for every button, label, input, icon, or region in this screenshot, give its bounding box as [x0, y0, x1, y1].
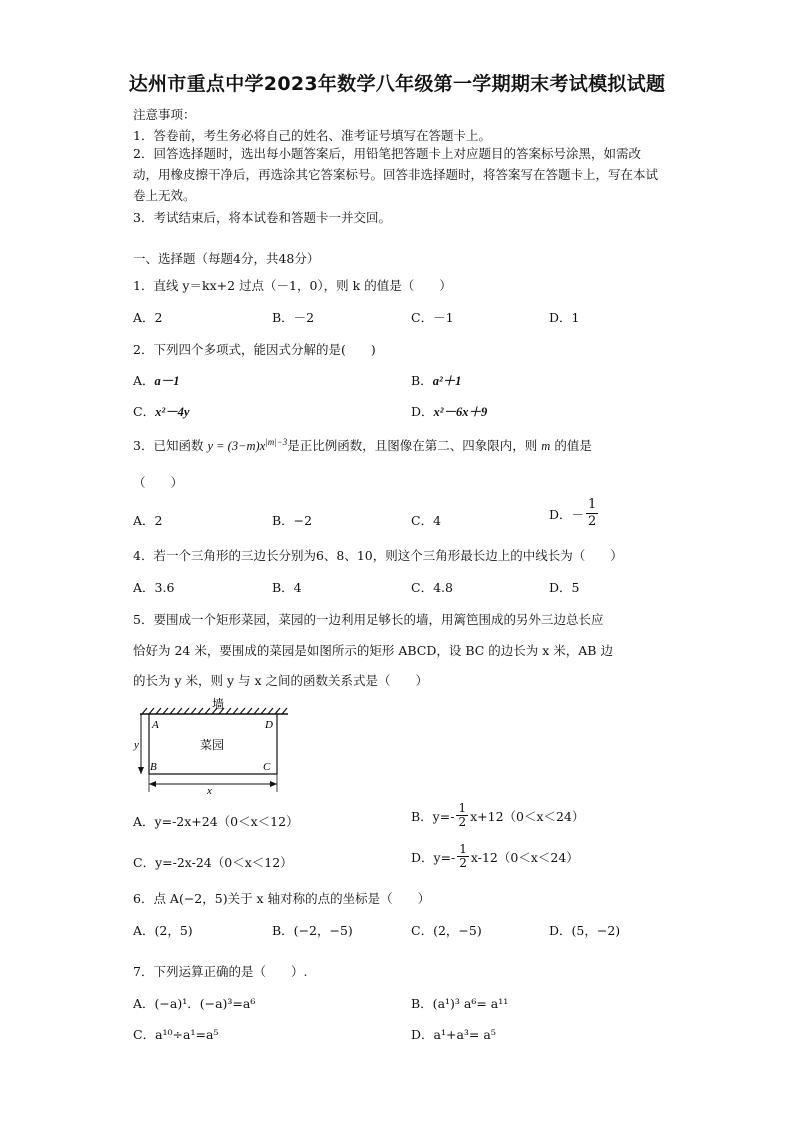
q5-b-post: x+12（0＜x＜24） [470, 808, 585, 824]
x-arrow-right [270, 781, 277, 787]
q3-d-num: 1 [588, 497, 597, 512]
q2-c-label: C． [133, 404, 156, 419]
q7-stem: 7．下列运算正确的是（ ）. [133, 964, 308, 979]
q5-option-a: A．y=-2x+24（0＜x＜12） [133, 814, 299, 829]
q6-option-c: C．(2，−5) [411, 923, 482, 938]
q4-option-d: D．5 [549, 580, 580, 595]
q1-option-c: C．－1 [411, 310, 454, 325]
x-arrow-left [149, 781, 156, 787]
q5-d-pre: D．y=- [411, 849, 456, 865]
q3-option-d [549, 497, 600, 530]
label-C: C [263, 761, 271, 773]
q5-option-b [411, 802, 584, 829]
q7-option-b: B．(a¹)³ a⁶= a¹¹ [411, 996, 509, 1011]
q5-stem-line3: 的长为 y 米，则 y 与 x 之间的函数关系式是（ ） [133, 673, 429, 688]
q3-option-a: A．2 [133, 513, 163, 528]
q6-option-a: A．(2，5) [133, 923, 193, 938]
q3-stem-post: 是正比例函数，且图像在第二、四象限内，则 [287, 438, 538, 453]
notice-heading: 注意事项： [133, 107, 196, 122]
q2-option-d [411, 402, 487, 420]
q2-stem: 2．下列四个多项式，能因式分解的是( ) [133, 342, 376, 357]
q3-stem-pre: 3．已知函数 [133, 438, 204, 453]
q6-stem: 6．点 A(−2，5)关于 x 轴对称的点的坐标是（ ） [133, 891, 431, 906]
label-B: B [150, 761, 157, 773]
q2-a-expr: a－1 [154, 374, 180, 388]
q7-option-a: A．(−a)¹．(−a)³=a⁶ [133, 996, 256, 1011]
q5-d-post: x-12（0＜x＜24） [470, 849, 579, 865]
q5-b-num: 1 [458, 801, 467, 815]
q4-option-a: A．3.6 [133, 580, 175, 595]
q3-stem-end: 的值是 [554, 438, 592, 453]
q3-option-c: C．4 [411, 513, 442, 528]
q5-stem-line2: 恰好为 24 米，要围成的菜园是如图所示的矩形 ABCD，设 BC 的边长为 x 米，AB 边 [133, 643, 613, 658]
q3-stem [133, 436, 592, 454]
notice-item-1: 1．答卷前，考生务必将自己的姓名、准考证号填写在答题卡上。 [133, 128, 491, 143]
q4-stem: 4．若一个三角形的三边长分别为6、8、10，则这个三角形最长边上的中线长为（ ） [133, 548, 623, 563]
q2-c-expr: x²－4y [155, 405, 190, 419]
notice-item-3: 3．考试结束后，将本试卷和答题卡一并交回。 [133, 210, 391, 225]
label-y: y [134, 739, 139, 751]
q5-b-den: 2 [458, 815, 467, 829]
q5-d-fraction [457, 843, 469, 870]
q2-option-a [133, 371, 180, 389]
q5-option-c: C．y=-2x-24（0＜x＜12） [133, 855, 293, 870]
q1-option-b: B．－2 [272, 310, 315, 325]
q2-option-b [411, 371, 461, 389]
q5-b-fraction [456, 802, 468, 829]
q5-d-num: 1 [459, 842, 467, 856]
section-heading: 一、选择题（每题4分，共48分） [133, 251, 320, 266]
q2-option-c [133, 402, 189, 420]
q4-option-c: C．4.8 [411, 580, 453, 595]
q1-option-d: D．1 [549, 310, 580, 325]
q1-stem: 1．直线 y＝kx+2 过点（－1，0），则 k 的值是（ ） [133, 278, 452, 293]
q5-stem-line1: 5．要围成一个矩形菜园，菜园的一边利用足够长的墙，用篱笆围成的另外三边总长应 [133, 612, 604, 627]
q6-option-d: D．(5，−2) [549, 923, 621, 938]
q5-b-pre: B．y=- [411, 808, 455, 824]
q7-option-c: C．a¹⁰÷a¹=a⁵ [133, 1027, 219, 1042]
label-A: A [152, 719, 159, 731]
wall-label: 墙 [211, 697, 225, 711]
q2-d-expr: x²－6x＋9 [433, 405, 488, 419]
q4-option-b: B．4 [272, 580, 302, 595]
q3-d-den: 2 [588, 514, 597, 529]
q3-exponent: |m|−3 [265, 436, 288, 447]
q2-d-label: D． [411, 404, 434, 419]
garden-figure [130, 696, 292, 798]
garden-label: 菜园 [199, 738, 225, 752]
q1-option-a: A．2 [133, 310, 163, 325]
q3-var: m [541, 439, 551, 453]
label-x: x [207, 785, 212, 797]
q2-b-label: B． [411, 373, 433, 388]
q2-b-expr: a²＋1 [432, 374, 462, 388]
q5-d-den: 2 [459, 856, 467, 870]
y-arrow-head [138, 767, 144, 774]
q7-option-d: D．a¹+a³= a⁵ [411, 1027, 496, 1042]
q3-paren: （ ） [133, 475, 184, 490]
page-title: 达州市重点中学2023年数学八年级第一学期期末考试模拟试题 [128, 73, 666, 95]
q2-a-label: A． [133, 373, 155, 388]
notice-item-2: 2．回答选择题时，选出每小题答案后，用铅笔把答题卡上对应题目的答案标号涂黑，如需改动，用橡皮擦干净后，再选涂其它答案标号。回答非选择题时，将答案写在答题卡上，写在本试卷上无效。 [133, 146, 659, 203]
label-D: D [265, 719, 273, 731]
q6-option-b: B．(−2，−5) [272, 923, 353, 938]
q3-d-label: D．－ [549, 506, 585, 522]
q3-option-b: B．−2 [272, 513, 313, 528]
q3-d-fraction [586, 497, 598, 530]
q3-function: y = (3−m)x [207, 439, 266, 453]
q5-option-d [411, 843, 579, 870]
